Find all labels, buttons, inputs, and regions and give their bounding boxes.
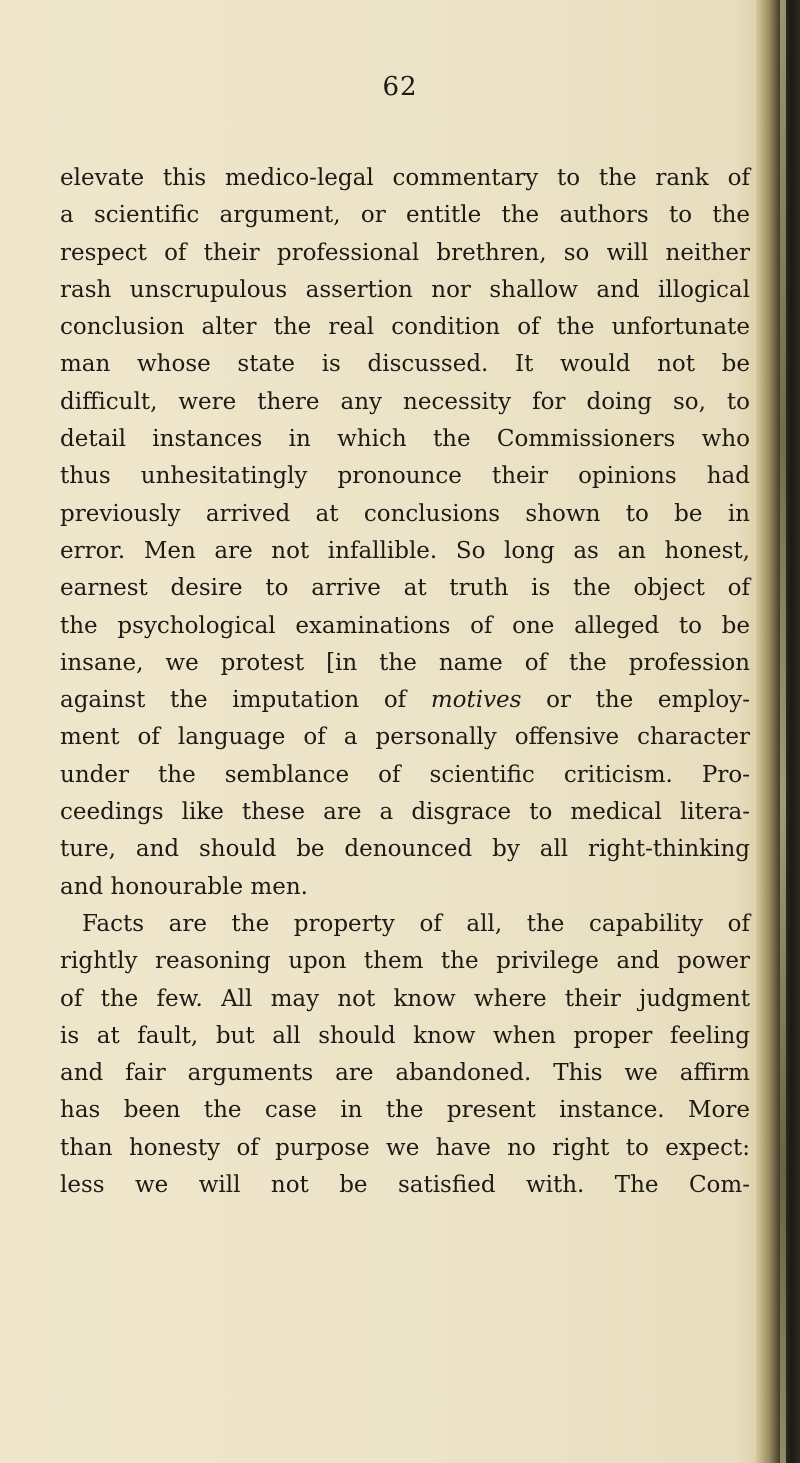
text-line: respect of their professional brethren, so will neither (60, 239, 750, 266)
text-line: the psychological examinations of one alleged to be (60, 612, 750, 639)
text-line: rash unscrupulous assertion nor shallow and illogical (60, 276, 750, 303)
text-line: difficult, were there any necessity for doing so, to (60, 388, 750, 415)
text-line: error. Men are not infallible. So long as an honest, (60, 537, 750, 564)
italic-word: motives (430, 687, 522, 714)
text-line: less we will not be satisfied with. The Com- (60, 1172, 750, 1199)
paragraph-start-line: Facts are the property of all, the capability of (82, 910, 750, 937)
text-line: man whose state is discussed. It would not be (60, 351, 750, 378)
text-line: elevate this medico-legal commentary to the rank of (60, 165, 750, 191)
text-line: of the few. All may not know where their judgment (60, 985, 750, 1012)
body-text (60, 160, 750, 1204)
text-line: than honesty of purpose we have no right to expect: (60, 1134, 750, 1161)
text-line: a scientific argument, or entitle the authors to the (60, 202, 750, 229)
text-line: rightly reasoning upon them the privilege and power (60, 948, 750, 975)
page-number: 62 (382, 72, 418, 102)
text-line: and fair arguments are abandoned. This we affirm (60, 1060, 750, 1087)
text-line: thus unhesitatingly pronounce their opinions had (60, 463, 750, 490)
text-line: conclusion alter the real condition of the unfortunate (60, 314, 750, 341)
text-line: ture, and should be denounced by all right-thinking (60, 836, 750, 863)
paragraph-end-line: and honourable men. (60, 873, 308, 900)
text-segment: or the employ- (521, 687, 750, 714)
text-line: previously arrived at conclusions shown to be in (60, 500, 750, 527)
text-line: under the semblance of scientific criticism. Pro- (60, 761, 750, 788)
text-line-with-italic (60, 682, 750, 719)
text-line: ment of language of a personally offensive character (60, 724, 750, 751)
binding-highlight (780, 0, 786, 1463)
text-line: has been the case in the present instance. More (60, 1097, 750, 1124)
text-line: detail instances in which the Commissioners who (60, 426, 750, 453)
text-line: is at fault, but all should know when proper feeling (60, 1022, 750, 1049)
text-line: ceedings like these are a disgrace to medical litera- (60, 799, 750, 826)
text-segment: against the imputation of (60, 687, 431, 714)
text-line: insane, we protest [in the name of the profession (60, 649, 750, 676)
book-binding-edge (756, 0, 800, 1463)
text-line: earnest desire to arrive at truth is the object of (60, 575, 750, 602)
